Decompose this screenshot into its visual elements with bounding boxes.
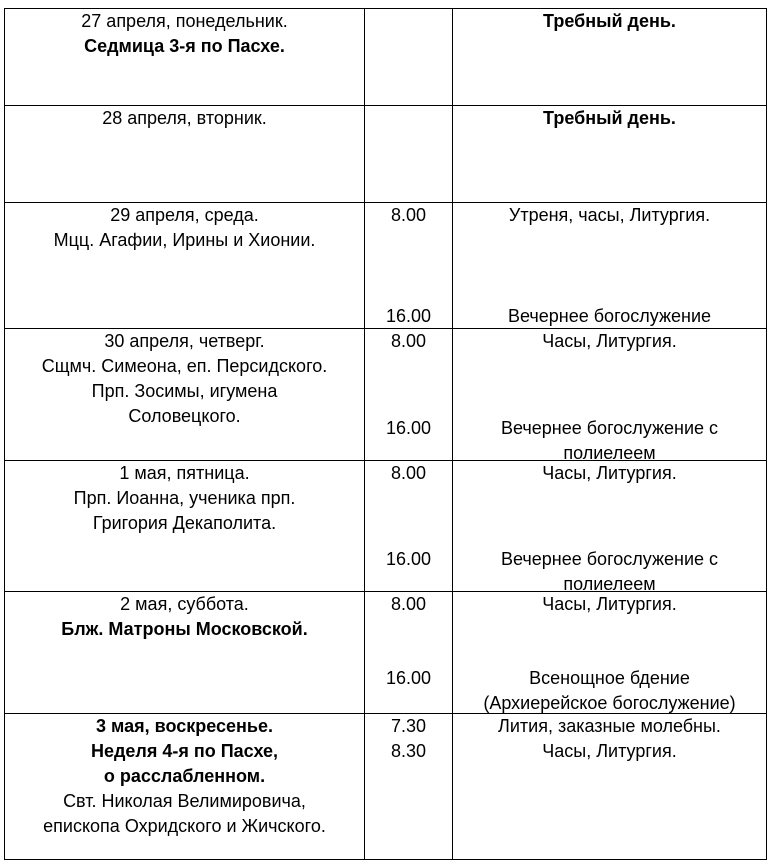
table-row	[5, 9, 767, 106]
day-line: 2 мая, суббота.	[120, 594, 249, 614]
time-cell	[365, 592, 453, 713]
service-cell	[453, 203, 767, 328]
time-cell	[365, 714, 453, 859]
service-cell	[453, 592, 767, 713]
service-line: Вечернее богослужение с	[500, 549, 719, 569]
service-line: Часы, Литургия.	[542, 594, 677, 614]
service-line: (Архиерейское богослужение)	[483, 693, 736, 713]
day-cell	[5, 461, 365, 591]
day-line: Соловецкого.	[128, 406, 241, 426]
time-cell	[365, 106, 453, 202]
table-row	[5, 461, 767, 592]
time: 8.00	[390, 205, 427, 225]
day-cell	[5, 592, 365, 713]
day-line: Григория Декаполита.	[92, 513, 277, 533]
late-service	[453, 416, 766, 466]
service-line: Часы, Литургия.	[542, 331, 677, 351]
table-row	[5, 592, 767, 714]
late-time	[365, 547, 452, 572]
service-line: Требный день.	[543, 11, 676, 31]
time-cell	[365, 203, 453, 328]
service-line: Требный день.	[543, 108, 676, 128]
service-line: Часы, Литургия.	[542, 463, 677, 483]
service-line: полиелеем	[563, 443, 656, 463]
day-line: Блж. Матроны Московской.	[61, 619, 308, 639]
service-line: Утреня, часы, Литургия.	[508, 205, 711, 225]
day-line: Неделя 4-я по Пасхе,	[90, 741, 279, 761]
time: 8.30	[390, 741, 427, 761]
day-line: 28 апреля, вторник.	[102, 108, 267, 128]
day-line: 1 мая, пятница.	[119, 463, 250, 483]
day-line: 30 апреля, четверг.	[104, 331, 265, 351]
service-line: Вечернее богослужение	[507, 306, 712, 326]
time: 7.30	[390, 716, 427, 736]
service-line: Вечернее богослужение с	[500, 418, 719, 438]
day-cell	[5, 9, 365, 105]
service-line: Всенощное бдение	[529, 668, 690, 688]
day-line: 29 апреля, среда.	[110, 205, 259, 225]
day-line: епископа Охридского и Жичского.	[43, 816, 326, 836]
service-cell	[453, 329, 767, 463]
time: 16.00	[385, 306, 432, 326]
time: 8.00	[390, 594, 427, 614]
time-cell	[365, 329, 453, 460]
day-line: 27 апреля, понедельник.	[81, 11, 288, 31]
table-row	[5, 203, 767, 329]
service-line: Часы, Литургия.	[542, 741, 677, 761]
day-line: 3 мая, воскресенье.	[96, 716, 273, 736]
table-row	[5, 714, 767, 860]
service-cell	[453, 106, 767, 202]
service-line: полиелеем	[563, 574, 656, 594]
late-service	[453, 666, 766, 716]
service-cell	[453, 461, 767, 594]
late-time	[365, 666, 452, 691]
time-cell	[365, 9, 453, 105]
day-line: Прп. Зосимы, игумена	[91, 381, 278, 401]
time: 8.00	[390, 463, 427, 483]
time: 16.00	[385, 668, 432, 688]
time: 16.00	[385, 549, 432, 569]
table-row	[5, 329, 767, 461]
day-cell	[5, 329, 365, 460]
late-time	[365, 416, 452, 441]
day-line: Мцц. Агафии, Ирины и Хионии.	[53, 230, 316, 250]
time-cell	[365, 461, 453, 591]
late-service	[453, 304, 766, 329]
service-line: Лития, заказные молебны.	[498, 716, 721, 736]
late-service	[453, 547, 766, 597]
day-line: о расслабленном.	[103, 766, 266, 786]
day-cell	[5, 714, 365, 859]
day-line: Свт. Николая Велимировича,	[63, 791, 306, 811]
time: 8.00	[390, 331, 427, 351]
service-cell	[453, 9, 767, 105]
day-cell	[5, 106, 365, 202]
table-row	[5, 106, 767, 203]
day-line: Сщмч. Симеона, еп. Персидского.	[41, 356, 328, 376]
service-cell	[453, 714, 767, 859]
time: 16.00	[385, 418, 432, 438]
day-line: Прп. Иоанна, ученика прп.	[73, 488, 296, 508]
day-cell	[5, 203, 365, 328]
day-line: Седмица 3-я по Пасхе.	[84, 36, 285, 56]
late-time	[365, 304, 452, 329]
schedule-table	[4, 8, 767, 860]
